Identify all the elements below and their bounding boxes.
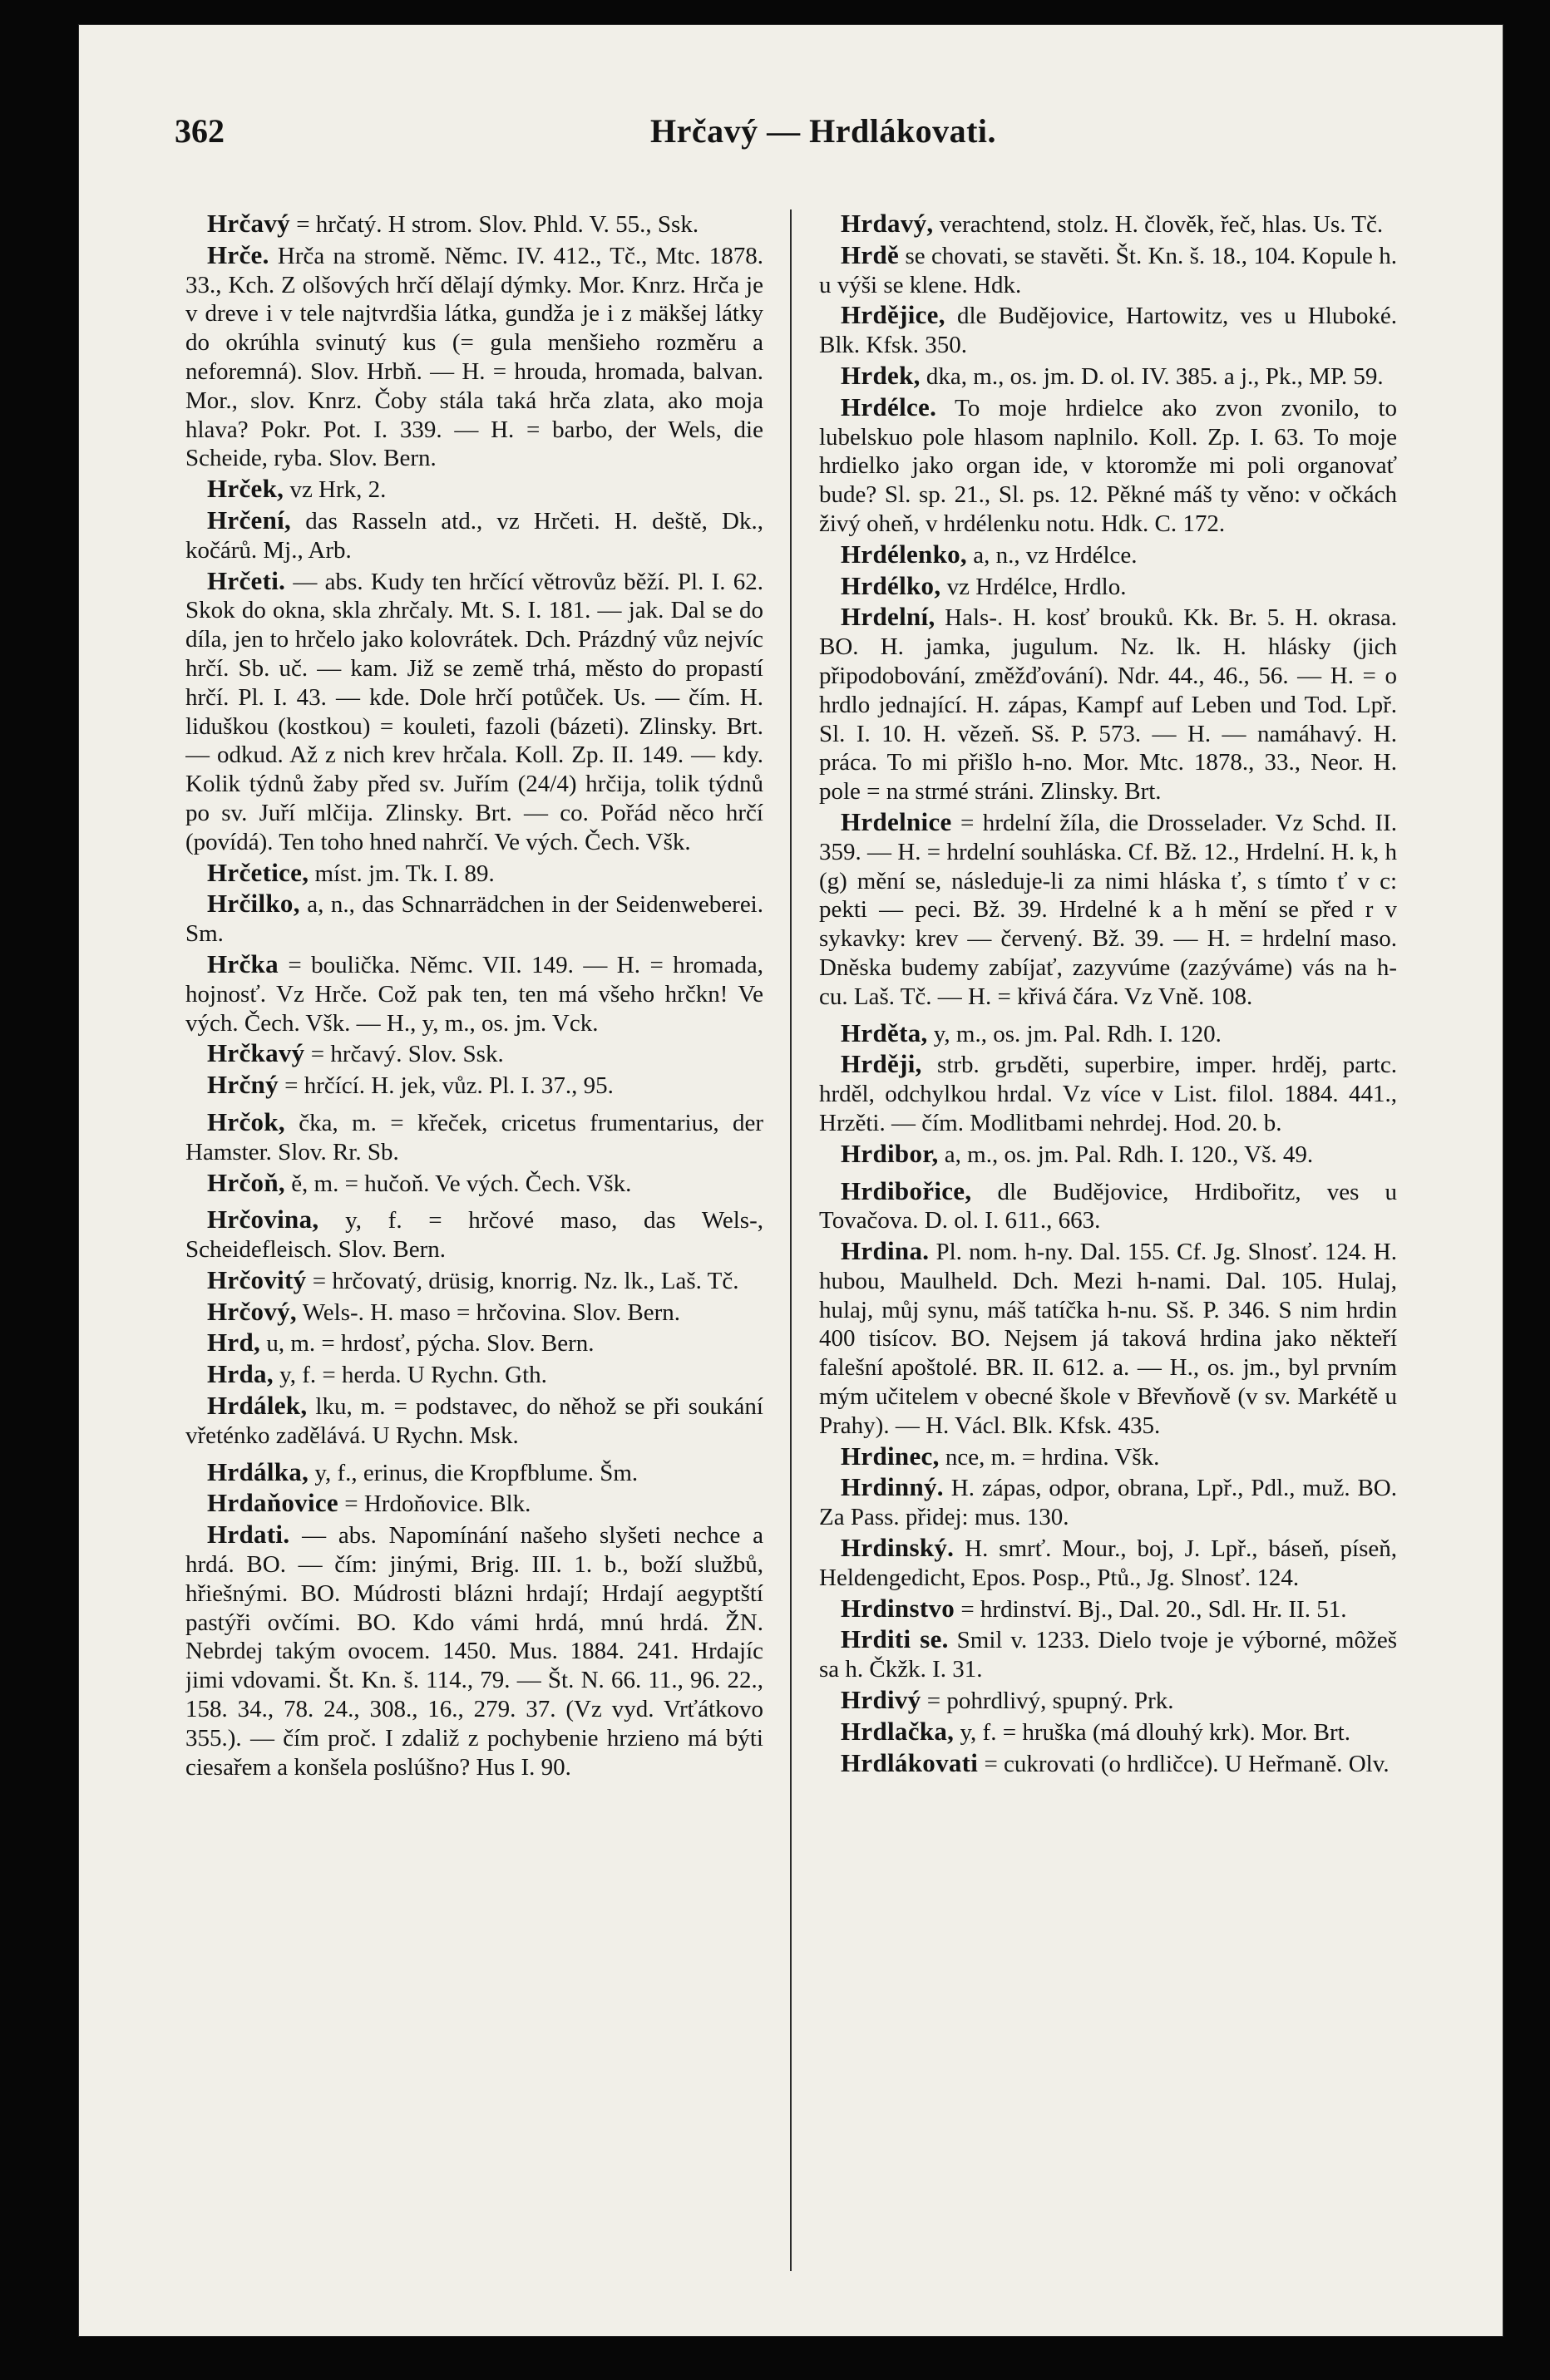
entry-definition: Pl. nom. h-ny. Dal. 155. Cf. Jg. Slnosť. 124. H. hubou, Maulheld. Dch. Mezi h-nami. Dal. 105. Hulaj, hulaj, můj synu, máš tatíčka h-nu. Sš. P. 346. S nim hrdin 400 tisícov. BO. Nejsem já taková hrdina jako někteří falešní apoštolé. BR. II. 612. a. — H., os. jm., byl prvním mým učitelem v obecné škole v Břevňově (v sv. Markétě u Prahy). — H. Václ. Blk. Kfsk. 435. [819,1239,1397,1439]
dictionary-entry [819,1534,1397,1593]
entry-definition: H. zápas, odpor, obrana, Lpř., Pdl., muž. BO. Za Pass. přidej: mus. 130. [819,1475,1397,1531]
entry-headword: Hrd, [207,1328,261,1358]
dictionary-entry [819,301,1397,360]
entry-headword: Hrdlačka, [841,1716,955,1746]
entry-definition: H. smrť. Mour., boj, J. Lpř., báseň, píseň, Heldengedicht, Epos. Posp., Ptů., Jg. Slnosť. 124. [819,1535,1397,1591]
column-divider [790,209,792,2271]
entry-definition: lku, m. = podstavec, do něhož se při soukání vřeténko zadělává. U Rychn. Msk. [185,1393,763,1449]
entry-headword: Hrději, [841,1049,922,1079]
entry-headword: Hrčetice, [207,857,309,887]
entry-headword: Hrdek, [841,360,921,390]
dictionary-entry [185,1458,763,1488]
dictionary-entry [185,1360,763,1390]
entry-headword: Hrdati. [207,1520,290,1550]
dictionary-entry [185,950,763,1037]
entry-headword: Hrdaňovice [207,1488,338,1518]
entry-headword: Hrdivý [841,1685,921,1715]
entry-headword: Hrdějice, [841,300,945,330]
entry-headword: Hrčavý [207,209,290,238]
entry-definition: = pohrdlivý, spupný. Prk. [921,1688,1174,1715]
dictionary-entry [819,603,1397,806]
entry-definition: = boulička. Němc. VII. 149. — H. = hromada, hojnosť. Vz Hrče. Což pak ten, ten má všeho hrčkn! Ve vých. Čech. Všk. — H., y, m., os. jm. Vck. [185,951,763,1037]
entry-headword: Hrdinný. [841,1472,944,1502]
entry-headword: Hrčový, [207,1296,297,1326]
entry-headword: Hrdélko, [841,570,941,600]
entry-headword: Hrčný [207,1070,279,1100]
entry-definition: vz Hrk, 2. [284,476,387,504]
dictionary-entry [185,1328,763,1358]
entry-definition: = Hrdoňovice. Blk. [338,1491,531,1518]
entry-definition: = hrdinství. Bj., Dal. 20., Sdl. Hr. II. 51. [955,1595,1347,1623]
entry-definition: se chovati, se stavěti. Št. Kn. š. 18., 104. Kopule h. u výši se klene. Hdk. [819,242,1397,298]
entry-headword: Hrdinec, [841,1441,940,1471]
entry-headword: Hrdélenko, [841,539,967,569]
dictionary-entry [819,209,1397,239]
entry-headword: Hrdina. [841,1236,930,1266]
entry-definition: — abs. Kudy ten hrčící větrovůz běží. Pl. I. 62. Skok do okna, skla zhrčaly. Mt. S. I. 181. — jak. Dal se do díla, jen to hrčelo jako kolovrátek. Dch. Prázdný vůz nejvíc hrčí. Sb. uč. — kam. Již se země trhá, město do propastí hrčí. Pl. I. 43. — kde. Dole hrčí potůček. Us. — čím. H. liduškou (kostkou) = kouleti, fazoli (bázeti). Zlinsky. Brt. — odkud. Až z nich krev hrčala. Koll. Zp. II. 149. — kdy. Kolik týdnů žaby před sv. Juřím (24/4) hrčija, tolik týdnů po sv. Juří mlčija. Zlinsky. Brt. — co. Pořád něco hrčí (povídá). Ten toho hned nahrčí. Ve vých. Čech. Všk. [185,568,763,855]
dictionary-entry [185,889,763,949]
dictionary-entry [185,1169,763,1199]
dictionary-entry [185,1392,763,1451]
dictionary-entry [819,1473,1397,1532]
entry-definition: dle Budějovice, Hrdibořitz, ves u Tovačova. D. ol. I. 611., 663. [819,1178,1397,1234]
entry-headword: Hrče. [207,239,269,269]
entry-definition: = hrdelní žíla, die Drosselader. Vz Schd. II. 359. — H. = hrdelní souhláska. Cf. Bž. 12., Hrdelní. H. k, h (g) mění se, následuje-li za nimi hláska ť, s tímto ť v c: pekti — peci. Bž. 39. Hrdelné k a h mění se před r v sykavky: krev — červený. Bž. 39. — H. = hrdelní maso. Dněska budemy zabíjať, zazyvúme (zazýváme) vás na h-cu. Laš. Tč. — H. = křivá čára. Vz Vně. 108. [819,809,1397,1010]
entry-headword: Hrdelnice [841,806,952,836]
dictionary-entry [819,362,1397,392]
dictionary-entry [185,506,763,565]
dictionary-entry [819,1442,1397,1472]
dictionary-entry [185,1108,763,1167]
entry-definition: = hrčatý. H strom. Slov. Phld. V. 55., Ssk. [289,211,699,238]
entry-definition: u, m. = hrdosť, pýcha. Slov. Bern. [260,1330,595,1358]
entry-definition: = cukrovati (o hrdličce). U Heřmaně. Olv. [978,1750,1390,1777]
entry-definition: das Rasseln atd., vz Hrčeti. H. deště, Dk., kočárů. Mj., Arb. [185,507,763,564]
dictionary-entry [819,1177,1397,1236]
running-title: Hrčavý — Hrdlákovati. [649,112,997,150]
dictionary-entry [185,475,763,505]
entry-definition: verachtend, stolz. H. člověk, řeč, hlas. Us. Tč. [933,211,1384,238]
dictionary-entry [819,241,1397,300]
entry-definition: Hrča na stromě. Němc. IV. 412., Tč., Mtc. 1878. 33., Kch. Z olšových hrčí dělají dýmky. Mor. Knrz. Hrča je v dreve i v tele najtvrdšia látka, gundža je i z mäkšej látky do okrúhla svinutý kus (= gula menšieho rozměru a neforemná). Slov. Hrbň. — H. = hrouda, hromada, balvan. Mor., slov. Knrz. Čoby stála taká hrča zlata, ako moja hlava? Pokr. Pot. I. 339. — H. = barbo, der Wels, die Scheide, ryba. Slov. Bern. [185,242,763,472]
entry-headword: Hrčeti. [207,565,286,595]
entry-definition: y, f. = hrčové maso, das Wels-, Scheidefleisch. Slov. Bern. [185,1207,763,1264]
right-column [819,209,1397,2279]
dictionary-entry [819,1717,1397,1747]
dictionary-entry [185,1489,763,1519]
dictionary-entry [819,1140,1397,1170]
entry-definition: = hrčící. H. jek, vůz. Pl. I. 37., 95. [278,1072,614,1100]
dictionary-entry [819,1594,1397,1624]
entry-headword: Hrčovitý [207,1264,307,1294]
dictionary-entry [185,567,763,857]
entry-headword: Hrčkavý [207,1038,305,1068]
entry-definition: míst. jm. Tk. I. 89. [309,860,495,887]
entry-definition: y, f. = hruška (má dlouhý krk). Mor. Brt. [954,1718,1350,1746]
entry-definition: dka, m., os. jm. D. ol. IV. 385. a j., Pk., MP. 59. [920,362,1384,390]
dictionary-entry [185,1205,763,1264]
entry-definition: ě, m. = hučoň. Ve vých. Čech. Všk. [284,1170,632,1197]
entry-definition: a, m., os. jm. Pal. Rdh. I. 120., Vš. 49. [938,1141,1314,1168]
dictionary-entry [819,393,1397,539]
entry-definition: Wels-. H. maso = hrčovina. Slov. Bern. [296,1298,681,1326]
entry-headword: Hrdálka, [207,1456,309,1486]
dictionary-entry [185,1298,763,1328]
dictionary-entry [819,1749,1397,1779]
entry-definition: y, f., erinus, die Kropfblume. Šm. [309,1459,639,1486]
dictionary-entry [185,1520,763,1781]
entry-headword: Hrčovina, [207,1205,319,1234]
entry-definition: strb. grъdětі, superbire, imper. hrděj, partc. hrděl, odchylkou hrdal. Vz více v List. filol. 1884. 441., Hrzěti. — čím. Modlitbami nehrdej. Hod. 20. b. [819,1052,1397,1136]
dictionary-entry [185,859,763,889]
entry-headword: Hrdálek, [207,1391,308,1421]
left-column [185,209,763,2279]
dictionary-entry [185,241,763,473]
entry-definition: nce, m. = hrdina. Všk. [939,1443,1160,1471]
entry-headword: Hrdinský. [841,1533,955,1563]
dictionary-entry [185,1266,763,1296]
entry-headword: Hrdelní, [841,602,935,632]
entry-definition: Smil v. 1233. Dielo tvoje je výborné, môžeš sa h. Čkžk. I. 31. [819,1627,1397,1683]
dictionary-entry [819,1686,1397,1716]
dictionary-page [79,25,1503,2336]
entry-definition: dle Budějovice, Hartowitz, ves u Hluboké. Blk. Kfsk. 350. [819,303,1397,359]
entry-definition: Hals-. H. kosť brouků. Kk. Br. 5. H. okrasa. BO. H. jamka, jugulum. Nz. lk. H. hlásky (jich připodobování, změžďování). Ndr. 44., 46., 56. — H. = o hrdlo jednající. H. zápas, Kampf auf Leben und Tod. Lpř. Sl. I. 10. H. vězeň. Sš. P. 573. — H. — namáhavý. H. práca. To mi přišlo h-no. Mor. Mtc. 1878., 33., Neor. H. pole = na strmé stráni. Zlinsky. Brt. [819,604,1397,806]
entry-headword: Hrdinstvo [841,1593,955,1623]
entry-headword: Hrčení, [207,505,292,535]
dictionary-entry [185,209,763,239]
entry-definition: = hrčovatý, drüsig, knorrig. Nz. lk., Laš. Tč. [306,1267,739,1294]
dictionary-entry [819,1625,1397,1684]
entry-headword: Hrdě [841,239,900,269]
entry-headword: Hrditi se. [841,1624,949,1654]
entry-headword: Hrčilko, [207,889,300,919]
entry-headword: Hrdibor, [841,1138,939,1168]
entry-headword: Hrčoň, [207,1167,285,1197]
entry-definition: y, m., os. jm. Pal. Rdh. I. 120. [927,1020,1222,1047]
entry-definition: — abs. Napomínání našeho slyšeti nechce a hrdá. BO. — čím: jinými, Brig. III. 1. b., boží službů, hřiešnými. BO. Múdrosti blázni hrdají; Hrdají aegyptští pastýři ovčími. BO. Kdo vámi hrdá, mnú hrdá. ŽN. Nebrdej takým ovocem. 1450. Mus. 1884. 241. Hrdajíc jimi vdovami. Št. Kn. š. 114., 79. — Št. N. 66. 11., 96. 22., 158. 34., 78. 24., 308., 16., 279. 37. (Vz vyd. Vrťátkovo 355.). — čím proč. I zdaliž z pochybenie hrzieno má býti ciesařem a konšela poslúšno? Hus I. 90. [185,1522,763,1781]
entry-definition: čka, m. = křeček, cricetus frumentarius, der Hamster. Slov. Rr. Sb. [185,1109,763,1165]
entry-definition: vz Hrdélce, Hrdlo. [940,573,1127,600]
entry-definition: To moje hrdielce ako zvon zvonilo, to lubelskuo pole hlasom naplnilo. Koll. Zp. I. 63. To moje hrdielko jako organ ide, v ktoromže mi poli organovať bude? Sl. sp. 21., Sl. ps. 12. Pěkné máš ty věno: v očkách živý oheň, v hrdélenku notu. Hdk. C. 172. [819,394,1397,537]
entry-headword: Hrdélce. [841,392,937,421]
entry-headword: Hrdlákovati [841,1747,979,1777]
entry-headword: Hrda, [207,1359,274,1389]
dictionary-entry [819,1050,1397,1137]
dictionary-entry [185,1071,763,1101]
entry-definition: y, f. = herda. U Rychn. Gth. [273,1362,547,1389]
entry-headword: Hrdavý, [841,209,934,238]
dictionary-entry [185,1039,763,1069]
entry-headword: Hrděta, [841,1018,928,1047]
dictionary-entry [819,1019,1397,1049]
entry-headword: Hrčka [207,949,279,978]
entry-definition: = hrčavý. Slov. Ssk. [304,1041,504,1068]
page-header [175,111,1472,161]
entry-definition: a, n., das Schnarrädchen in der Seidenweberei. Sm. [185,891,763,948]
entry-headword: Hrčok, [207,1106,285,1136]
dictionary-entry [819,1237,1397,1441]
dictionary-entry [819,572,1397,602]
entry-definition: a, n., vz Hrdélce. [966,541,1138,569]
dictionary-entry [819,808,1397,1012]
dictionary-entry [819,540,1397,570]
entry-headword: Hrdibořice, [841,1175,972,1205]
page-number: 362 [175,112,225,150]
entry-headword: Hrček, [207,474,284,504]
